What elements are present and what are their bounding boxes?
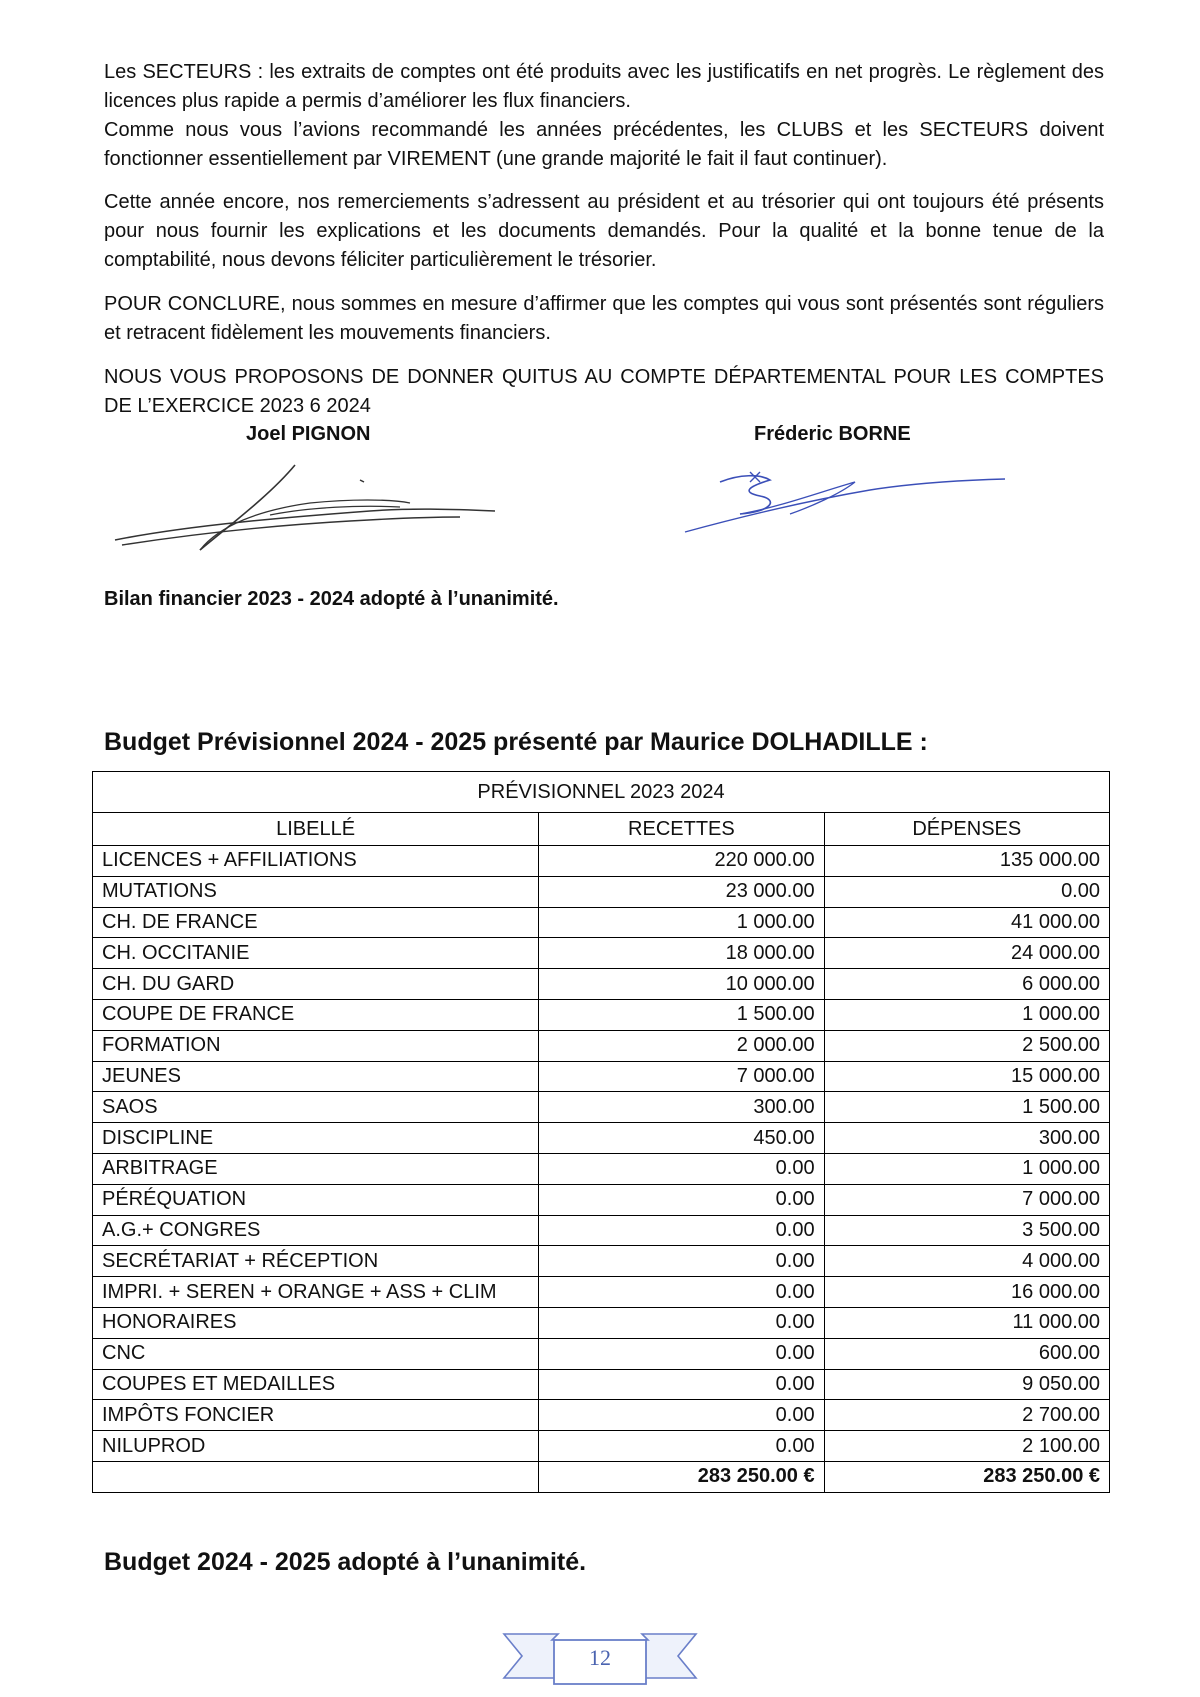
- row-label: FORMATION: [93, 1030, 539, 1061]
- table-row: [93, 999, 1110, 1030]
- total-recettes: 283 250.00 €: [539, 1461, 824, 1492]
- row-depenses: 3 500.00: [824, 1215, 1109, 1246]
- table-header-row: [93, 813, 1110, 846]
- table-row: [93, 1215, 1110, 1246]
- row-label: MUTATIONS: [93, 876, 539, 907]
- row-recettes: 0.00: [539, 1184, 824, 1215]
- row-label: HONORAIRES: [93, 1307, 539, 1338]
- row-depenses: 0.00: [824, 876, 1109, 907]
- row-recettes: 0.00: [539, 1400, 824, 1431]
- row-label: A.G.+ CONGRES: [93, 1215, 539, 1246]
- table-row: [93, 1092, 1110, 1123]
- row-depenses: 2 500.00: [824, 1030, 1109, 1061]
- table-row: [93, 1338, 1110, 1369]
- row-label: IMPÔTS FONCIER: [93, 1400, 539, 1431]
- paragraph-quitus: NOUS VOUS PROPOSONS DE DONNER QUITUS AU COMPTE DÉPARTEMENTAL POUR LES COMPTES DE L’EXERCICE 2023 6 2024: [104, 366, 1104, 417]
- row-depenses: 24 000.00: [824, 938, 1109, 969]
- table-row: [93, 1369, 1110, 1400]
- column-header-recettes: RECETTES: [539, 813, 824, 846]
- row-depenses: 4 000.00: [824, 1246, 1109, 1277]
- paragraph-virement: Comme nous vous l’avions recommandé les années précédentes, les CLUBS et les SECTEURS doivent fonctionner essentiellement par VIREMENT (une grande majorité le fait il faut continuer).: [104, 119, 1104, 170]
- row-depenses: 300.00: [824, 1123, 1109, 1154]
- row-depenses: 1 500.00: [824, 1092, 1109, 1123]
- budget-heading: Budget Prévisionnel 2024 - 2025 présenté par Maurice DOLHADILLE :: [104, 728, 928, 756]
- column-header-libelle: LIBELLÉ: [93, 813, 539, 846]
- row-recettes: 18 000.00: [539, 938, 824, 969]
- row-label: ARBITRAGE: [93, 1153, 539, 1184]
- row-label: SECRÉTARIAT + RÉCEPTION: [93, 1246, 539, 1277]
- table-row: [93, 1277, 1110, 1308]
- total-depenses: 283 250.00 €: [824, 1461, 1109, 1492]
- signature-left-image: [110, 455, 500, 555]
- row-recettes: 0.00: [539, 1277, 824, 1308]
- page-number-banner: [500, 1628, 700, 1688]
- row-depenses: 6 000.00: [824, 969, 1109, 1000]
- total-label: [93, 1461, 539, 1492]
- row-recettes: 1 500.00: [539, 999, 824, 1030]
- row-label: LICENCES + AFFILIATIONS: [93, 846, 539, 877]
- table-row: [93, 1431, 1110, 1462]
- table-row: [93, 1123, 1110, 1154]
- row-depenses: 41 000.00: [824, 907, 1109, 938]
- row-depenses: 2 700.00: [824, 1400, 1109, 1431]
- row-depenses: 600.00: [824, 1338, 1109, 1369]
- row-depenses: 11 000.00: [824, 1307, 1109, 1338]
- table-row: [93, 969, 1110, 1000]
- table-row: [93, 1030, 1110, 1061]
- row-label: SAOS: [93, 1092, 539, 1123]
- paragraph-conclusion: POUR CONCLURE, nous sommes en mesure d’affirmer que les comptes qui vous sont présentés sont réguliers et retracent fidèlement les mouvements financiers.: [104, 293, 1104, 344]
- row-label: COUPE DE FRANCE: [93, 999, 539, 1030]
- row-depenses: 2 100.00: [824, 1431, 1109, 1462]
- financial-adoption-statement: Bilan financier 2023 - 2024 adopté à l’unanimité.: [104, 588, 559, 610]
- signatory-left-name: Joel PIGNON: [246, 423, 371, 445]
- row-recettes: 300.00: [539, 1092, 824, 1123]
- table-row: [93, 876, 1110, 907]
- row-depenses: 15 000.00: [824, 1061, 1109, 1092]
- table-total-row: [93, 1461, 1110, 1492]
- row-label: CNC: [93, 1338, 539, 1369]
- table-row: [93, 1246, 1110, 1277]
- page-number: 12: [589, 1645, 611, 1670]
- column-header-depenses: DÉPENSES: [824, 813, 1109, 846]
- row-recettes: 0.00: [539, 1246, 824, 1277]
- table-row: [93, 1184, 1110, 1215]
- row-recettes: 220 000.00: [539, 846, 824, 877]
- budget-adoption-statement: Budget 2024 - 2025 adopté à l’unanimité.: [104, 1548, 587, 1576]
- row-label: CH. DE FRANCE: [93, 907, 539, 938]
- paragraph-remerciements: Cette année encore, nos remerciements s’adressent au président et au trésorier qui ont toujours été présents pour nous fournir les explications et les documents demandés. Pour la qualité et la bonne tenue de la comptabilité, nous devons féliciter particulièrement le trésorier.: [104, 191, 1104, 271]
- table-row: [93, 846, 1110, 877]
- budget-table: [92, 771, 1110, 1493]
- table-row: [93, 1153, 1110, 1184]
- table-title: PRÉVISIONNEL 2023 2024: [93, 772, 1110, 813]
- signature-right-image: [680, 462, 1010, 542]
- table-title-row: [93, 772, 1110, 813]
- row-recettes: 0.00: [539, 1307, 824, 1338]
- row-label: CH. OCCITANIE: [93, 938, 539, 969]
- row-label: PÉRÉQUATION: [93, 1184, 539, 1215]
- row-recettes: 0.00: [539, 1153, 824, 1184]
- row-label: NILUPROD: [93, 1431, 539, 1462]
- row-depenses: 135 000.00: [824, 846, 1109, 877]
- row-depenses: 9 050.00: [824, 1369, 1109, 1400]
- paragraph-secteurs: Les SECTEURS : les extraits de comptes ont été produits avec les justificatifs en net progrès. Le règlement des licences plus rapide a permis d’améliorer les flux financiers.: [104, 61, 1104, 112]
- row-recettes: 10 000.00: [539, 969, 824, 1000]
- row-recettes: 0.00: [539, 1215, 824, 1246]
- row-recettes: 0.00: [539, 1431, 824, 1462]
- row-depenses: 1 000.00: [824, 1153, 1109, 1184]
- row-label: COUPES ET MEDAILLES: [93, 1369, 539, 1400]
- row-recettes: 2 000.00: [539, 1030, 824, 1061]
- row-recettes: 7 000.00: [539, 1061, 824, 1092]
- row-recettes: 0.00: [539, 1338, 824, 1369]
- row-label: JEUNES: [93, 1061, 539, 1092]
- row-label: IMPRI. + SEREN + ORANGE + ASS + CLIM: [93, 1277, 539, 1308]
- row-recettes: 1 000.00: [539, 907, 824, 938]
- row-recettes: 23 000.00: [539, 876, 824, 907]
- row-label: DISCIPLINE: [93, 1123, 539, 1154]
- row-depenses: 7 000.00: [824, 1184, 1109, 1215]
- row-label: CH. DU GARD: [93, 969, 539, 1000]
- row-depenses: 1 000.00: [824, 999, 1109, 1030]
- signatory-right-name: Fréderic BORNE: [754, 423, 911, 445]
- table-row: [93, 1400, 1110, 1431]
- row-depenses: 16 000.00: [824, 1277, 1109, 1308]
- row-recettes: 0.00: [539, 1369, 824, 1400]
- row-recettes: 450.00: [539, 1123, 824, 1154]
- table-row: [93, 907, 1110, 938]
- table-row: [93, 938, 1110, 969]
- table-row: [93, 1307, 1110, 1338]
- table-row: [93, 1061, 1110, 1092]
